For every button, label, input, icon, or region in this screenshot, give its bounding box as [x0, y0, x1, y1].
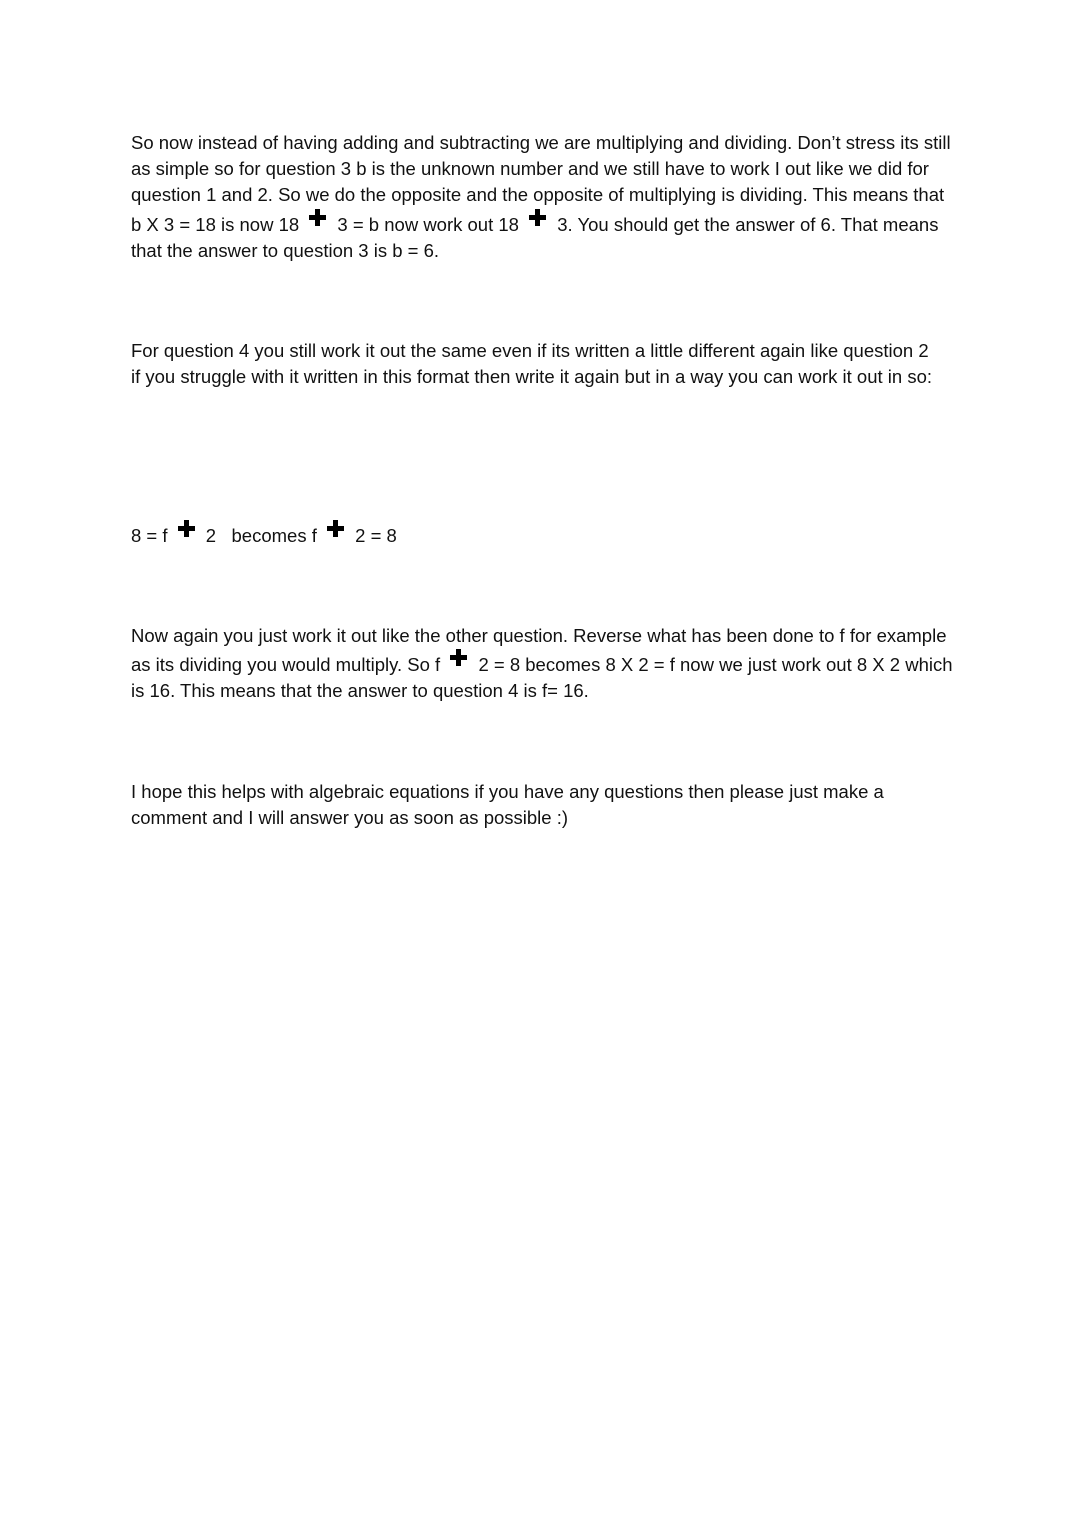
- division-icon: [327, 520, 344, 537]
- text-segment: as its dividing you would multiply. So f: [131, 654, 446, 676]
- text-line: [131, 520, 961, 549]
- text-line: [131, 338, 961, 364]
- text-line: [131, 238, 961, 264]
- text-segment: that the answer to question 3 is b = 6.: [131, 239, 440, 261]
- text-segment: 2 = 8: [350, 525, 397, 546]
- text-segment: Now again you just work it out like the other question. Reverse what has been done to f for example: [131, 625, 947, 646]
- division-icon: [529, 209, 546, 226]
- text-segment: 3 = b now work out 18: [332, 213, 525, 235]
- division-icon: [450, 649, 467, 666]
- paragraph-closing: [131, 779, 961, 831]
- text-segment: So now instead of having adding and subtracting we are multiplying and dividing. Don’t stress its still: [131, 132, 951, 153]
- text-line: [131, 156, 961, 182]
- text-line: [131, 130, 961, 156]
- text-line: [131, 209, 961, 238]
- text-segment: 2 becomes f: [200, 525, 322, 546]
- text-segment: comment and I will answer you as soon as possible :): [131, 807, 569, 829]
- text-segment: question 1 and 2. So we do the opposite and the opposite of multiplying is dividing. This means that: [131, 184, 945, 206]
- paragraph-question-4-intro: [131, 338, 961, 390]
- text-line: [131, 623, 961, 649]
- text-segment: 2 = 8 becomes 8 X 2 = f now we just work out 8 X 2 which: [473, 654, 953, 676]
- text-line: [131, 805, 961, 831]
- text-segment: I hope this helps with algebraic equations if you have any questions then please just make a: [131, 781, 884, 802]
- equation-example: [131, 520, 961, 549]
- text-segment: if you struggle with it written in this format then write it again but in a way you can work it out in so:: [131, 366, 933, 388]
- text-segment: 8 = f: [131, 525, 173, 546]
- text-segment: is 16. This means that the answer to question 4 is f= 16.: [131, 680, 589, 702]
- paragraph-question-3: [131, 130, 961, 264]
- division-icon: [309, 209, 326, 226]
- text-segment: b X 3 = 18 is now 18: [131, 213, 305, 235]
- text-line: [131, 182, 961, 208]
- text-segment: For question 4 you still work it out the same even if its written a little different again like question 2: [131, 340, 929, 361]
- text-segment: as simple so for question 3 b is the unknown number and we still have to work I out like we did for: [131, 158, 929, 180]
- text-segment: 3. You should get the answer of 6. That means: [552, 213, 939, 235]
- text-line: [131, 678, 961, 704]
- text-line: [131, 779, 961, 805]
- paragraph-question-4-solution: [131, 623, 961, 705]
- division-icon: [178, 520, 195, 537]
- text-line: [131, 649, 961, 678]
- text-line: [131, 364, 961, 390]
